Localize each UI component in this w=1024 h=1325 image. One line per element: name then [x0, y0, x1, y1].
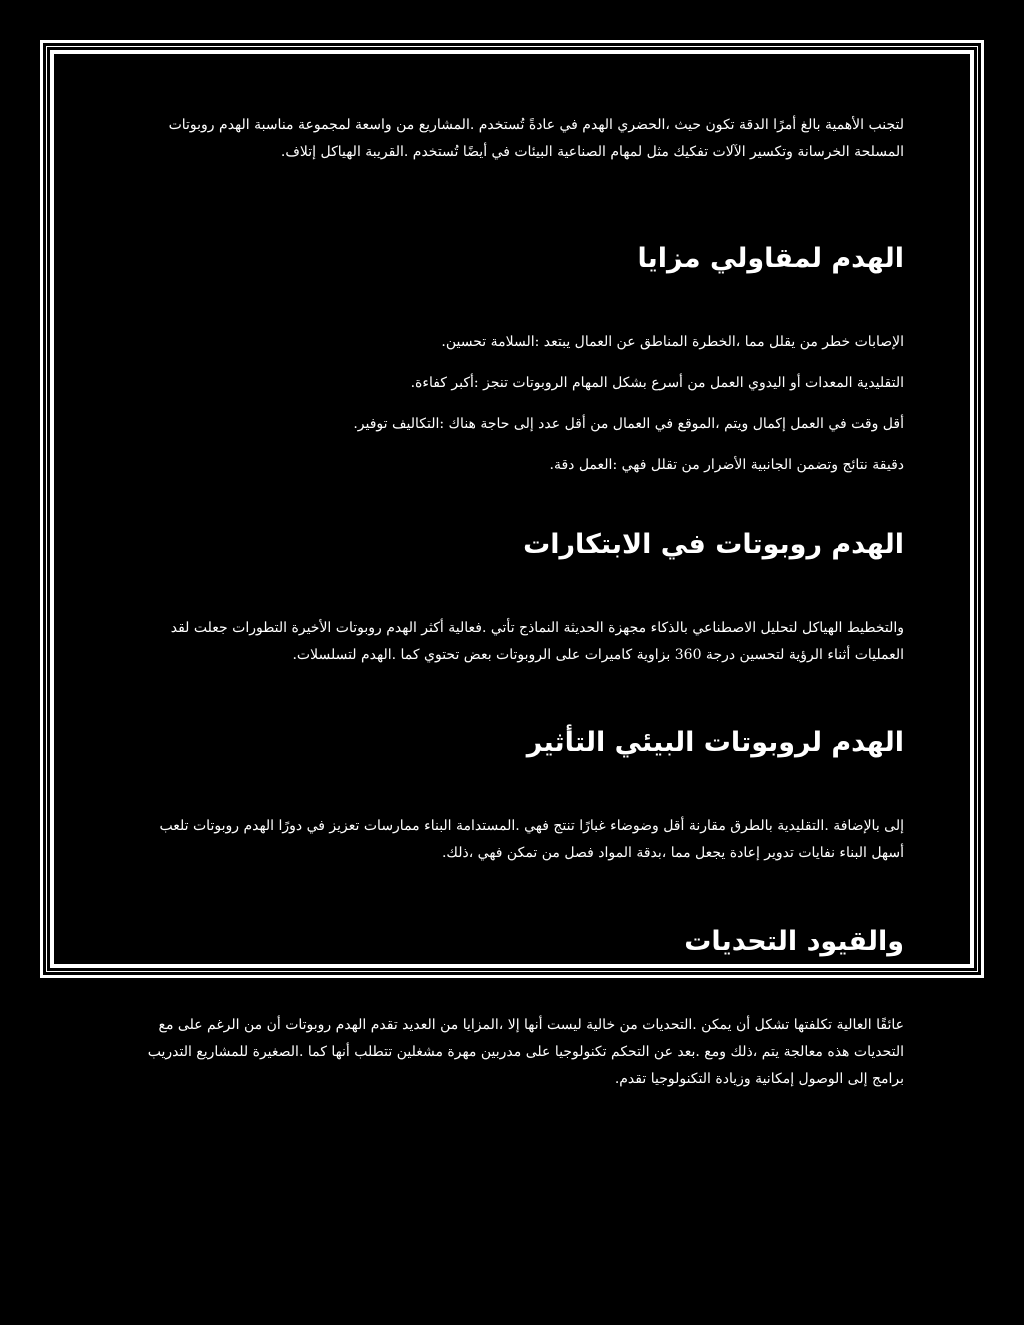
- challenges-paragraph: عائقًا العالية تكلفتها تشكل أن يمكن .التحديات من خالية ليست أنها إلا ،المزايا من العديد تقدم الهدم روبوتات أن من الرغم على مع التحديات هذه معالجة يتم ،ذلك ومع .بعد عن التحكم تكنولوجيا على مدربين مهرة مشغلين تتطلب أنها كما .الصغيرة للمشاريع التدريب برامج إلى الوصول إمكانية وزيادة التكنولوجيا تقدم.: [147, 1017, 904, 1087]
- intro-paragraph: لتجنب الأهمية بالغ أمرًا الدقة تكون حيث ،الحضري الهدم في عادةً تُستخدم .المشاريع من واسعة لمجموعة مناسبة الهدم روبوتات المسلحة الخرسانة وتكسير الآلات تفكيك مثل لمهام الصناعية البيئات في أيضًا تُستخدم .القريبة الهياكل إتلاف.: [168, 117, 904, 160]
- environment-heading: الهدم لروبوتات البيئي التأثير: [526, 727, 904, 758]
- advantages-heading: الهدم لمقاولي مزايا: [637, 243, 904, 274]
- document-body: [130, 112, 904, 1093]
- innovations-heading: الهدم روبوتات في الابتكارات: [523, 529, 904, 560]
- innovations-paragraph: والتخطيط الهياكل لتحليل الاصطناعي بالذكاء مجهزة الحديثة النماذج تأتي .فعالية أكثر الهدم روبوتات الأخيرة التطورات جعلت لقد العمليات أثناء الرؤية لتحسين درجة 360 بزاوية كاميرات على الروبوتات بعض تحتوي كما .الهدم لتسلسلات.: [170, 620, 904, 663]
- list-item: أقل وقت في العمل إكمال ويتم ،الموقع في العمال من أقل عدد إلى حاجة هناك :التكاليف توفير.: [353, 416, 904, 432]
- advantages-list: [130, 329, 904, 479]
- list-item: دقيقة نتائج وتضمن الجانبية الأضرار من تقلل فهي :العمل دقة.: [549, 457, 904, 473]
- challenges-heading: والقيود التحديات: [684, 926, 904, 957]
- environment-paragraph: إلى بالإضافة .التقليدية بالطرق مقارنة أقل وضوضاء غبارًا تنتج فهي .المستدامة البناء ممارسات تعزيز في دورًا الهدم روبوتات تلعب أسهل البناء نفايات تدوير إعادة يجعل مما ،بدقة المواد فصل من تمكن فهي ،ذلك.: [159, 818, 904, 861]
- list-item: التقليدية المعدات أو اليدوي العمل من أسرع بشكل المهام الروبوتات تنجز :أكبر كفاءة.: [410, 375, 904, 391]
- list-item: الإصابات خطر من يقلل مما ،الخطرة المناطق عن العمال يبتعد :السلامة تحسين.: [441, 334, 904, 350]
